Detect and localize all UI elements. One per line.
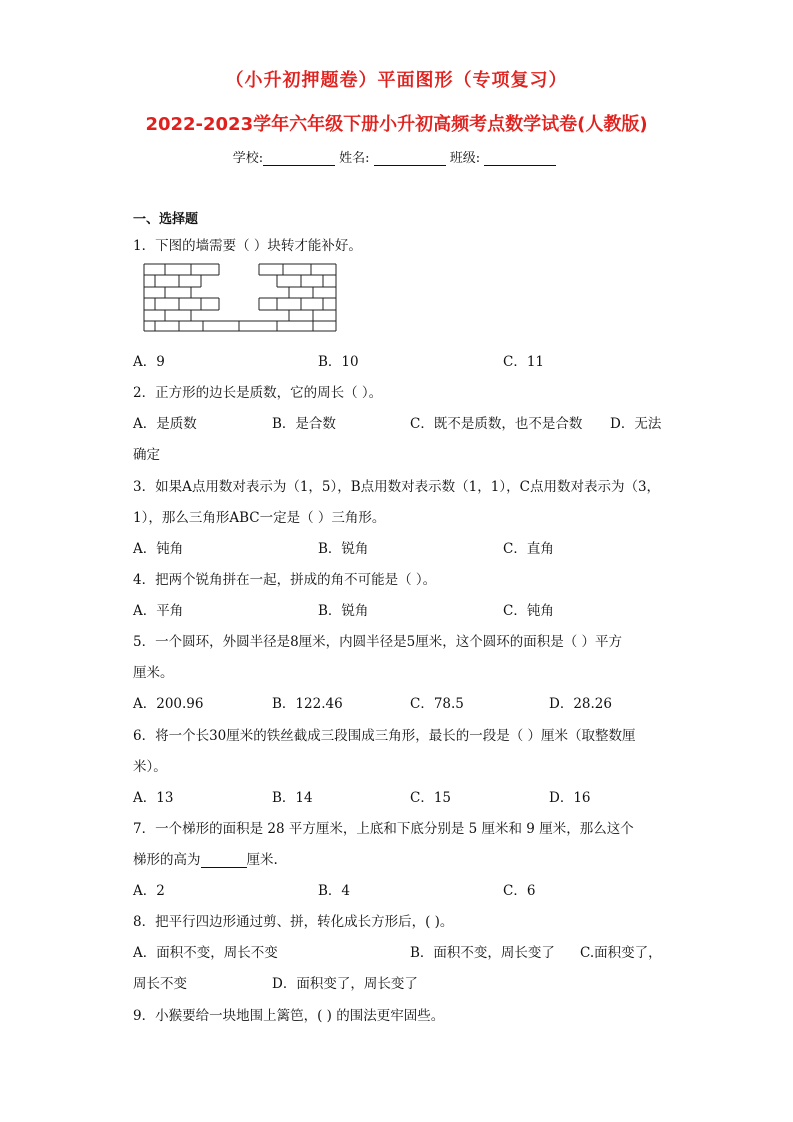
q3-option-a[interactable]: A．钝角 — [133, 541, 184, 557]
class-blank[interactable] — [484, 152, 556, 166]
q1-option-b[interactable]: B．10 — [318, 354, 359, 370]
brick-wall-figure — [143, 263, 338, 335]
name-blank[interactable] — [374, 152, 446, 166]
q2-option-a[interactable]: A．是质数 — [133, 416, 197, 432]
q8-option-d[interactable]: D．面积变了，周长变了 — [272, 976, 418, 992]
question-5-stem-2: 厘米。 — [133, 665, 174, 681]
school-blank[interactable] — [263, 152, 335, 166]
q8-option-c-cont: 周长不变 — [133, 976, 187, 992]
q4-option-b[interactable]: B．锐角 — [318, 603, 369, 619]
q2-option-d-cont: 确定 — [133, 447, 160, 463]
q7-answer-blank[interactable] — [201, 855, 247, 868]
question-5-stem-1: 5．一个圆环，外圆半径是8厘米，内圆半径是5厘米，这个圆环的面积是（ ）平方 — [133, 634, 623, 650]
q6-option-d[interactable]: D．16 — [549, 790, 591, 806]
q5-option-a[interactable]: A．200.96 — [133, 696, 204, 712]
question-8-stem: 8．把平行四边形通过剪、拼，转化成长方形后，( )。 — [133, 914, 454, 930]
q8-option-c[interactable]: C.面积变了， — [580, 945, 662, 961]
q3-option-c[interactable]: C．直角 — [503, 541, 554, 557]
q7-option-a[interactable]: A．2 — [133, 883, 165, 899]
q5-option-d[interactable]: D．28.26 — [549, 696, 612, 712]
question-6-stem-1: 6．将一个长30厘米的铁丝截成三段围成三角形，最长的一段是（ ）厘米（取整数厘 — [133, 728, 636, 744]
question-7-stem-2 — [133, 848, 278, 868]
q2-option-b[interactable]: B．是合数 — [272, 416, 336, 432]
question-4-stem: 4．把两个锐角拼在一起，拼成的角不可能是（ ）。 — [133, 572, 437, 588]
q7-option-b[interactable]: B．4 — [318, 883, 351, 899]
q2-option-c[interactable]: C．既不是质数，也不是合数 — [410, 416, 583, 432]
class-label: 班级: — [449, 151, 481, 166]
question-2-stem: 2．正方形的边长是质数，它的周长（ ）。 — [133, 385, 383, 401]
title-line-1: （小升初押题卷）平面图形（专项复习） — [225, 70, 568, 91]
school-label: 学校: — [232, 151, 264, 166]
section-heading: 一、选择题 — [133, 212, 199, 227]
question-1-stem: 1．下图的墙需要（ ）块转才能补好。 — [133, 238, 362, 254]
q1-option-c[interactable]: C．11 — [503, 354, 545, 370]
q6-option-b[interactable]: B．14 — [272, 790, 313, 806]
q4-option-a[interactable]: A．平角 — [133, 603, 184, 619]
q7-option-c[interactable]: C．6 — [503, 883, 536, 899]
q7-stem-part-b: 厘米. — [246, 852, 278, 868]
q8-option-b[interactable]: B．面积不变，周长变了 — [410, 945, 555, 961]
q5-option-c[interactable]: C．78.5 — [410, 696, 464, 712]
q3-option-b[interactable]: B．锐角 — [318, 541, 369, 557]
question-6-stem-2: 米）。 — [133, 759, 167, 775]
question-7-stem-1: 7．一个梯形的面积是 28 平方厘米，上底和下底分别是 5 厘米和 9 厘米，那么这个 — [133, 821, 634, 837]
student-info — [0, 147, 793, 166]
question-3-stem-2: 1），那么三角形ABC一定是（ ）三角形。 — [133, 510, 386, 526]
q6-option-c[interactable]: C．15 — [410, 790, 452, 806]
q1-option-a[interactable]: A．9 — [133, 354, 165, 370]
q8-option-a[interactable]: A．面积不变，周长不变 — [133, 945, 278, 961]
q5-option-b[interactable]: B．122.46 — [272, 696, 343, 712]
q6-option-a[interactable]: A．13 — [133, 790, 174, 806]
q7-stem-part-a: 梯形的高为 — [133, 852, 201, 868]
title-line-2: 2022-2023学年六年级下册小升初高频考点数学试卷(人教版) — [145, 114, 648, 135]
q4-option-c[interactable]: C．钝角 — [503, 603, 554, 619]
question-9-stem: 9．小猴要给一块地围上篱笆，( ) 的围法更牢固些。 — [133, 1008, 445, 1024]
name-label: 姓名: — [339, 151, 370, 166]
q2-option-d[interactable]: D．无法 — [610, 416, 662, 432]
question-3-stem-1: 3．如果A点用数对表示为（1，5），B点用数对表示数（1，1），C点用数对表示为（3， — [133, 479, 661, 495]
